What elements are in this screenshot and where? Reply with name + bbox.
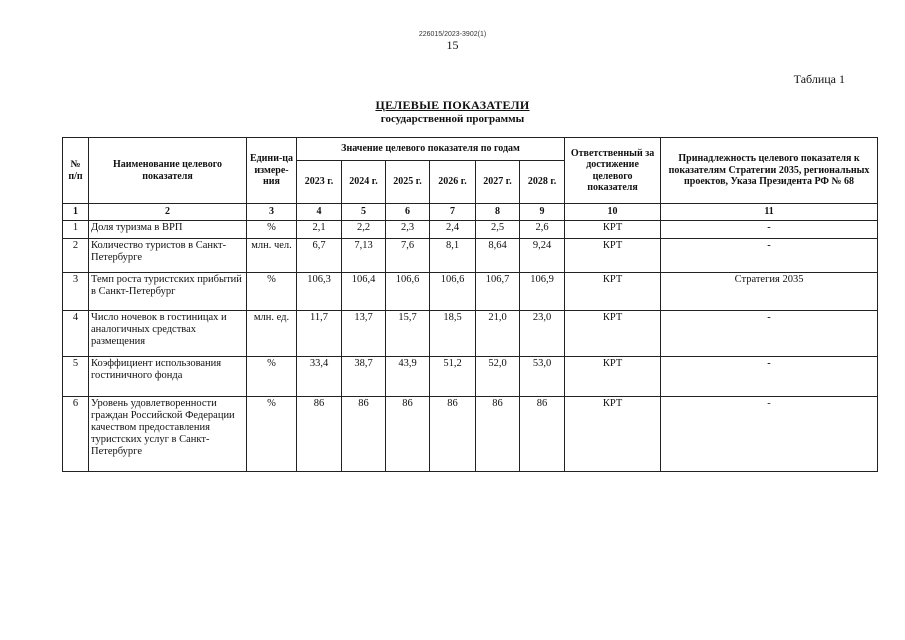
- value-cell: 51,2: [430, 357, 476, 397]
- col-header-year: 2027 г.: [476, 161, 520, 204]
- value-cell: 38,7: [342, 357, 386, 397]
- col-header-affiliation: Принадлежность целевого показателя к показателям Стратегии 2035, региональных проектов, Указа Президента РФ № 68: [661, 138, 878, 204]
- col-header-name: Наименование целевого показателя: [89, 138, 247, 204]
- column-number: 5: [342, 204, 386, 221]
- header-row-1: [63, 138, 878, 161]
- row-number: 6: [63, 397, 89, 472]
- value-cell: 52,0: [476, 357, 520, 397]
- col-header-year: 2025 г.: [386, 161, 430, 204]
- page-title: ЦЕЛЕВЫЕ ПОКАЗАТЕЛИ: [375, 98, 530, 112]
- value-cell: 2,5: [476, 221, 520, 239]
- col-header-no: № п/п: [63, 138, 89, 204]
- affiliation-cell: -: [661, 221, 878, 239]
- column-number: 1: [63, 204, 89, 221]
- responsible-cell: КРТ: [565, 397, 661, 472]
- column-number: 4: [297, 204, 342, 221]
- column-number: 8: [476, 204, 520, 221]
- col-header-year: 2026 г.: [430, 161, 476, 204]
- value-cell: 15,7: [386, 311, 430, 357]
- value-cell: 86: [297, 397, 342, 472]
- affiliation-cell: -: [661, 239, 878, 273]
- table-row: [63, 221, 878, 239]
- page-number: 15: [446, 38, 459, 52]
- table-row: [63, 239, 878, 273]
- value-cell: 2,6: [520, 221, 565, 239]
- unit-cell: млн. ед.: [247, 311, 297, 357]
- value-cell: 2,3: [386, 221, 430, 239]
- value-cell: 106,7: [476, 273, 520, 311]
- column-number: 10: [565, 204, 661, 221]
- unit-cell: %: [247, 397, 297, 472]
- column-number: 2: [89, 204, 247, 221]
- column-number: 9: [520, 204, 565, 221]
- indicator-name: Число ночевок в гостиницах и аналогичных средствах размещения: [89, 311, 247, 357]
- table-label: Таблица 1: [793, 72, 845, 86]
- indicator-name: Количество туристов в Санкт-Петербурге: [89, 239, 247, 273]
- value-cell: 106,6: [386, 273, 430, 311]
- column-number: 6: [386, 204, 430, 221]
- table-row: [63, 273, 878, 311]
- value-cell: 86: [520, 397, 565, 472]
- affiliation-cell: -: [661, 397, 878, 472]
- table-row: [63, 397, 878, 472]
- col-header-year: 2024 г.: [342, 161, 386, 204]
- value-cell: 11,7: [297, 311, 342, 357]
- col-header-values-group: Значение целевого показателя по годам: [297, 138, 565, 161]
- value-cell: 86: [430, 397, 476, 472]
- column-number-row: [63, 204, 878, 221]
- col-header-unit: Едини-ца измере-ния: [247, 138, 297, 204]
- indicator-name: Коэффициент использования гостиничного фонда: [89, 357, 247, 397]
- table-row: [63, 311, 878, 357]
- column-number: 11: [661, 204, 878, 221]
- responsible-cell: КРТ: [565, 239, 661, 273]
- page-subtitle: государственной программы: [380, 113, 525, 125]
- value-cell: 86: [386, 397, 430, 472]
- value-cell: 86: [342, 397, 386, 472]
- row-number: 1: [63, 221, 89, 239]
- value-cell: 106,3: [297, 273, 342, 311]
- column-number: 3: [247, 204, 297, 221]
- row-number: 2: [63, 239, 89, 273]
- responsible-cell: КРТ: [565, 273, 661, 311]
- value-cell: 7,6: [386, 239, 430, 273]
- row-number: 3: [63, 273, 89, 311]
- indicator-name: Доля туризма в ВРП: [89, 221, 247, 239]
- value-cell: 7,13: [342, 239, 386, 273]
- value-cell: 86: [476, 397, 520, 472]
- value-cell: 13,7: [342, 311, 386, 357]
- value-cell: 43,9: [386, 357, 430, 397]
- value-cell: 2,2: [342, 221, 386, 239]
- value-cell: 23,0: [520, 311, 565, 357]
- responsible-cell: КРТ: [565, 311, 661, 357]
- row-number: 5: [63, 357, 89, 397]
- value-cell: 8,64: [476, 239, 520, 273]
- value-cell: 8,1: [430, 239, 476, 273]
- indicator-name: Темп роста туристских прибытий в Санкт-Петербург: [89, 273, 247, 311]
- responsible-cell: КРТ: [565, 221, 661, 239]
- affiliation-cell: Стратегия 2035: [661, 273, 878, 311]
- row-number: 4: [63, 311, 89, 357]
- col-header-year: 2023 г.: [297, 161, 342, 204]
- unit-cell: %: [247, 357, 297, 397]
- target-indicators-table: [62, 137, 878, 472]
- table-row: [63, 357, 878, 397]
- document-id: 226015/2023-3902(1): [418, 31, 487, 38]
- value-cell: 21,0: [476, 311, 520, 357]
- value-cell: 6,7: [297, 239, 342, 273]
- value-cell: 2,1: [297, 221, 342, 239]
- value-cell: 9,24: [520, 239, 565, 273]
- value-cell: 106,4: [342, 273, 386, 311]
- value-cell: 2,4: [430, 221, 476, 239]
- unit-cell: %: [247, 221, 297, 239]
- responsible-cell: КРТ: [565, 357, 661, 397]
- indicator-name: Уровень удовлетворенности граждан Российской Федерации качеством предоставления туристских услуг в Санкт-Петербурге: [89, 397, 247, 472]
- unit-cell: млн. чел.: [247, 239, 297, 273]
- value-cell: 53,0: [520, 357, 565, 397]
- col-header-responsible: Ответственный за достижение целевого показателя: [565, 138, 661, 204]
- column-number: 7: [430, 204, 476, 221]
- value-cell: 18,5: [430, 311, 476, 357]
- col-header-year: 2028 г.: [520, 161, 565, 204]
- affiliation-cell: -: [661, 311, 878, 357]
- value-cell: 106,9: [520, 273, 565, 311]
- value-cell: 33,4: [297, 357, 342, 397]
- value-cell: 106,6: [430, 273, 476, 311]
- unit-cell: %: [247, 273, 297, 311]
- affiliation-cell: -: [661, 357, 878, 397]
